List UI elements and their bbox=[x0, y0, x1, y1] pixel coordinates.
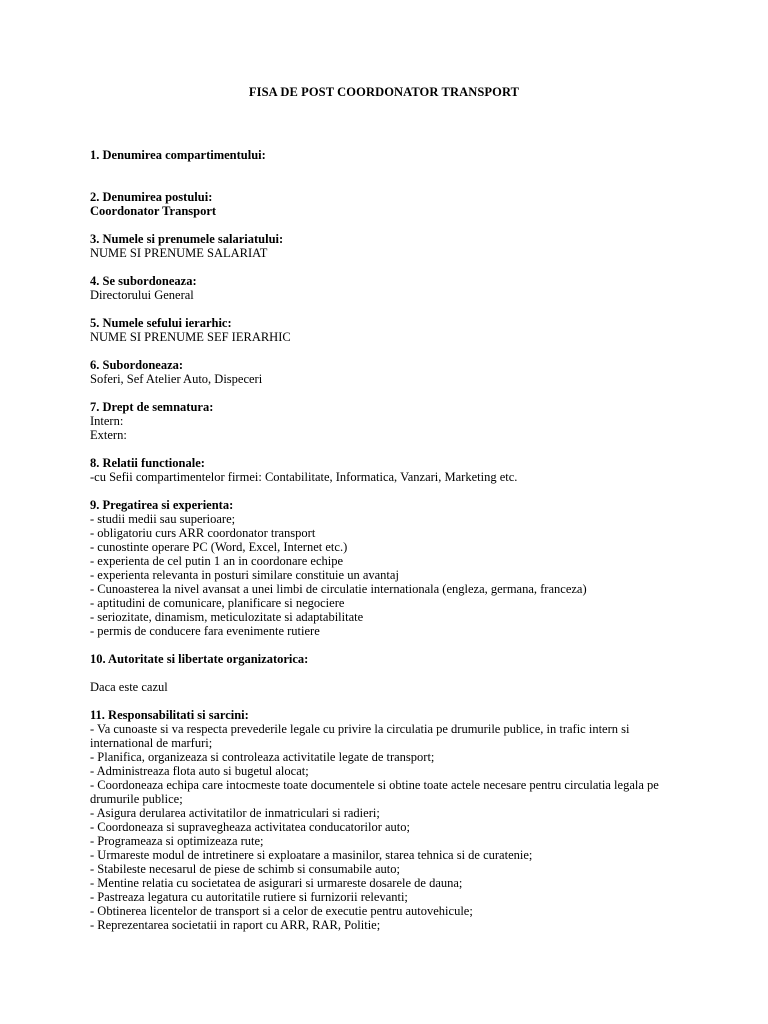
list-item: - obligatoriu curs ARR coordonator transport bbox=[90, 526, 316, 540]
list-item: - Planifica, organizeaza si controleaza activitatile legate de transport; bbox=[90, 750, 435, 764]
list-item: - Asigura derularea activitatilor de inmatriculari si radieri; bbox=[90, 806, 380, 820]
section-heading: 6. Subordoneaza: bbox=[90, 358, 184, 372]
list-item: - studii medii sau superioare; bbox=[90, 512, 236, 526]
section-line bbox=[90, 666, 690, 680]
section-heading: 3. Numele si prenumele salariatului: bbox=[90, 232, 284, 246]
list-item: - Coordoneaza si supravegheaza activitatea conducatorilor auto; bbox=[90, 820, 410, 834]
section-7 bbox=[90, 400, 690, 442]
list-item: - cunostinte operare PC (Word, Excel, Internet etc.) bbox=[90, 540, 348, 554]
section-heading: 9. Pregatirea si experienta: bbox=[90, 498, 234, 512]
section-line: Daca este cazul bbox=[90, 680, 168, 694]
section-5 bbox=[90, 316, 690, 344]
list-item: - seriozitate, dinamism, meticulozitate si adaptabilitate bbox=[90, 610, 364, 624]
section-6 bbox=[90, 358, 690, 386]
section-11 bbox=[90, 708, 690, 932]
section-line: Directorului General bbox=[90, 288, 194, 302]
section-3 bbox=[90, 232, 690, 260]
list-item: - Programeaza si optimizeaza rute; bbox=[90, 834, 264, 848]
list-item: - Mentine relatia cu societatea de asigurari si urmareste dosarele de dauna; bbox=[90, 876, 463, 890]
section-heading: 7. Drept de semnatura: bbox=[90, 400, 214, 414]
section-heading: 11. Responsabilitati si sarcini: bbox=[90, 708, 249, 722]
document-title: FISA DE POST COORDONATOR TRANSPORT bbox=[248, 85, 520, 99]
section-line: Coordonator Transport bbox=[90, 204, 217, 218]
section-line: Intern: bbox=[90, 414, 124, 428]
section-line: NUME SI PRENUME SEF IERARHIC bbox=[90, 330, 291, 344]
section-heading: 1. Denumirea compartimentului: bbox=[90, 148, 266, 162]
section-heading: 2. Denumirea postului: bbox=[90, 190, 213, 204]
list-item: - experienta de cel putin 1 an in coordonare echipe bbox=[90, 554, 344, 568]
list-item: - Urmareste modul de intretinere si exploatare a masinilor, starea tehnica si de curatenie; bbox=[90, 848, 533, 862]
list-item: - Reprezentarea societatii in raport cu ARR, RAR, Politie; bbox=[90, 918, 381, 932]
list-item: - Obtinerea licentelor de transport si a celor de executie pentru autovehicule; bbox=[90, 904, 473, 918]
document-body bbox=[90, 148, 690, 932]
section-line: Extern: bbox=[90, 428, 127, 442]
section-heading: 4. Se subordoneaza: bbox=[90, 274, 197, 288]
section-8 bbox=[90, 456, 690, 484]
section-4 bbox=[90, 274, 690, 302]
list-item: - Stabileste necesarul de piese de schimb si consumabile auto; bbox=[90, 862, 400, 876]
list-item: - Pastreaza legatura cu autoritatile rutiere si furnizorii relevanti; bbox=[90, 890, 408, 904]
section-line: Soferi, Sef Atelier Auto, Dispeceri bbox=[90, 372, 263, 386]
section-heading: 5. Numele sefului ierarhic: bbox=[90, 316, 232, 330]
list-item: - Cunoasterea la nivel avansat a unei limbi de circulatie internationala (engleza, germana, franceza) bbox=[90, 582, 587, 596]
list-item: - aptitudini de comunicare, planificare si negociere bbox=[90, 596, 345, 610]
section-2 bbox=[90, 190, 690, 218]
section-line: -cu Sefii compartimentelor firmei: Contabilitate, Informatica, Vanzari, Marketing etc. bbox=[90, 470, 518, 484]
section-1 bbox=[90, 148, 690, 162]
section-heading: 8. Relatii functionale: bbox=[90, 456, 205, 470]
list-item: - Coordoneaza echipa care intocmeste toate documentele si obtine toate actele necesare pentru circulatia legala pe drumurile publice; bbox=[90, 778, 659, 806]
section-10 bbox=[90, 652, 690, 694]
section-line: NUME SI PRENUME SALARIAT bbox=[90, 246, 268, 260]
list-item: - permis de conducere fara evenimente rutiere bbox=[90, 624, 320, 638]
list-item: - Administreaza flota auto si bugetul alocat; bbox=[90, 764, 309, 778]
list-item: - experienta relevanta in posturi similare constituie un avantaj bbox=[90, 568, 399, 582]
section-heading: 10. Autoritate si libertate organizatorica: bbox=[90, 652, 309, 666]
list-item: - Va cunoaste si va respecta prevederile legale cu privire la circulatia pe drumurile publice, in trafic intern si international de marfuri; bbox=[90, 722, 630, 750]
section-9 bbox=[90, 498, 690, 638]
